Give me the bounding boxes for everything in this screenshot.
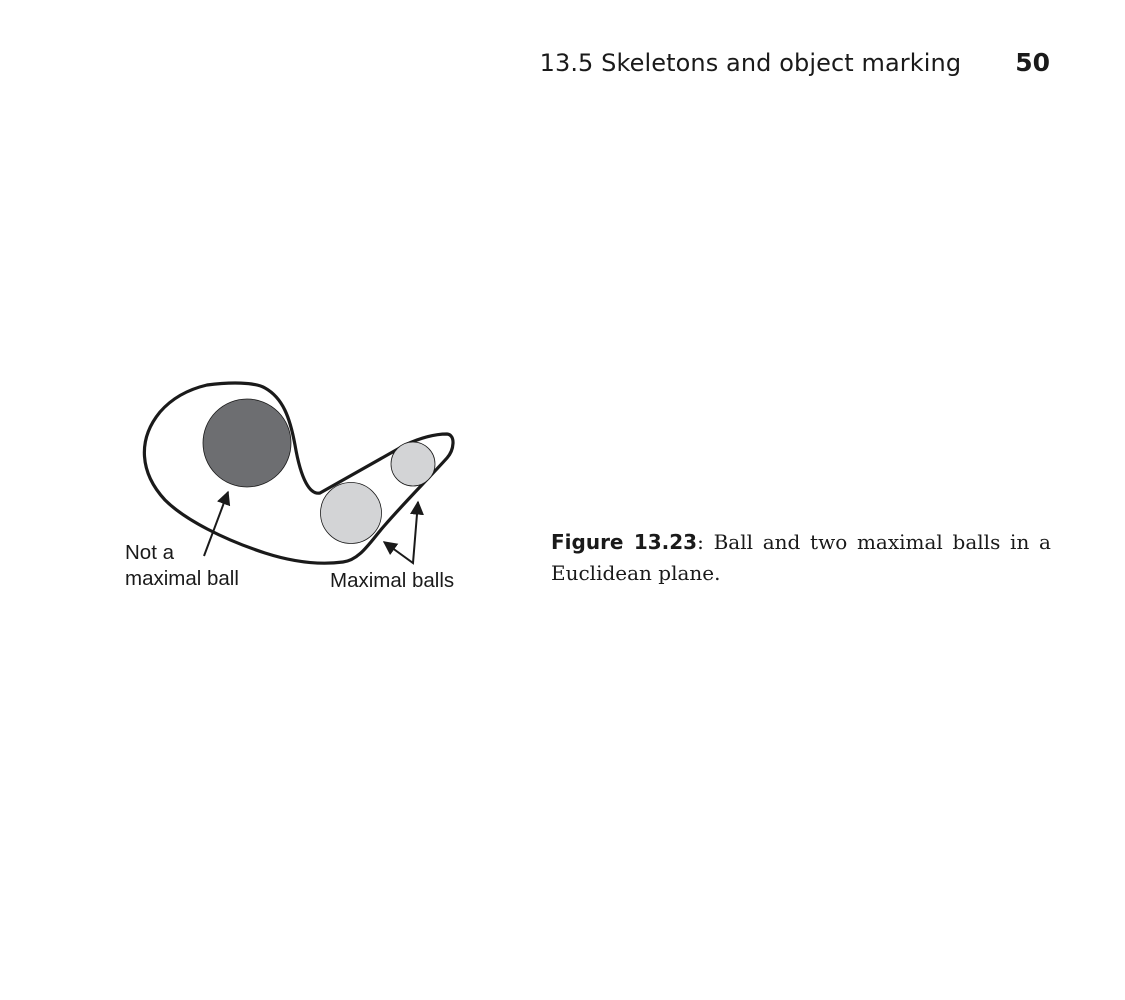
maximal-ball-large xyxy=(321,483,382,544)
figure-maximal-balls xyxy=(115,370,495,610)
page-number: 50 xyxy=(1015,48,1050,77)
figure-caption xyxy=(551,527,1051,589)
section-title: 13.5 Skeletons and object marking xyxy=(539,49,962,77)
caption-text: Ball and two maximal balls in a Euclidean plane. xyxy=(551,530,1051,585)
label-maximal-balls: Maximal balls xyxy=(330,569,455,592)
caption-separator: : xyxy=(697,530,704,554)
caption-label: Figure 13.23 xyxy=(551,530,698,554)
label-not-maximal-line2: maximal ball xyxy=(125,567,239,590)
running-header xyxy=(540,48,1050,77)
maximal-ball-small xyxy=(391,442,435,486)
label-not-maximal-line1: Not a xyxy=(125,541,174,564)
non-maximal-ball xyxy=(203,399,291,487)
label-not-maximal-ball xyxy=(125,540,239,592)
arrow-maximal xyxy=(384,502,418,563)
